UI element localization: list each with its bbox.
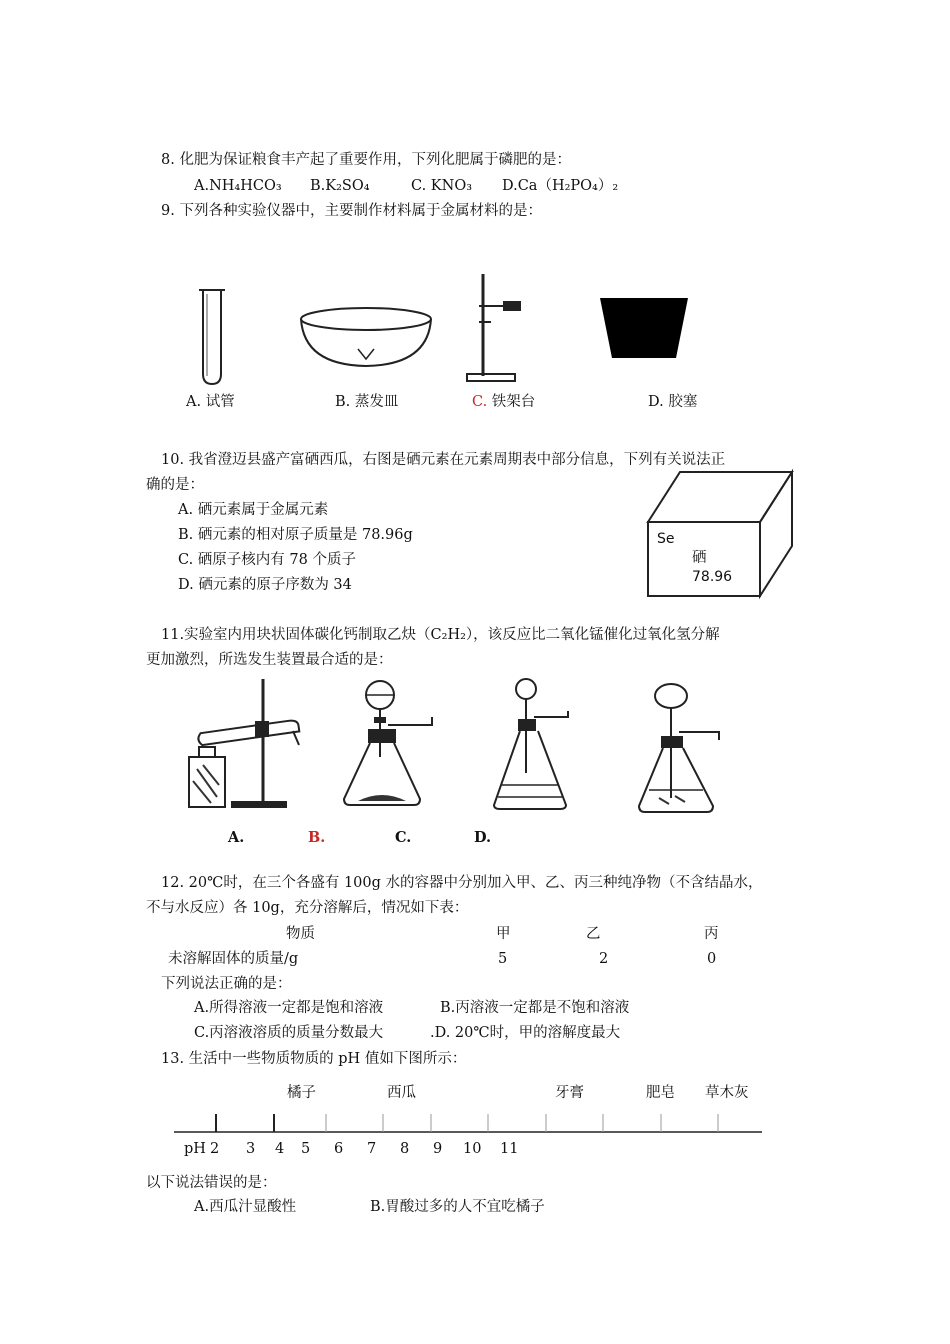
q8-option-d: D.Ca（H₂PO₄）₂ xyxy=(502,178,619,194)
q9-option-c xyxy=(472,394,535,411)
q12-option-b: B.丙溶液一定都是不饱和溶液 xyxy=(440,1000,630,1016)
q13-prompt: 以下说法错误的是： xyxy=(146,1175,277,1191)
ph-substance-toothpaste: 牙膏 xyxy=(555,1085,584,1101)
ph-tick-8: 8 xyxy=(400,1141,410,1157)
ph-tick-5: 5 xyxy=(301,1141,311,1157)
q13-option-a: A.西瓜汁显酸性 xyxy=(194,1199,297,1215)
q10-option-d: D. 硒元素的原子序数为 34 xyxy=(178,577,352,593)
q12-option-a: A.所得溶液一定都是饱和溶液 xyxy=(194,1000,384,1016)
q9-option-b: B. 蒸发皿 xyxy=(335,394,399,410)
q12-table-header-bing: 丙 xyxy=(704,926,719,942)
ph-scale xyxy=(172,1110,767,1140)
q9-option-a: A. 试管 xyxy=(186,394,235,410)
apparatus-b-icon xyxy=(340,677,435,812)
q11-option-b: B. xyxy=(308,829,326,846)
element-atomic-mass: 78.96 xyxy=(692,569,733,585)
evaporating-dish-icon xyxy=(298,305,438,370)
ph-tick-10: 10 xyxy=(463,1141,482,1157)
q9-stem: 9. 下列各种实验仪器中，主要制作材料属于金属材料的是： xyxy=(161,203,542,219)
q10-option-b: B. 硒元素的相对原子质量是 78.96g xyxy=(178,527,413,543)
q9-option-c-letter: C. xyxy=(472,394,488,410)
rubber-stopper-icon xyxy=(598,296,690,362)
apparatus-c-icon xyxy=(490,673,575,813)
q12-option-d: .D. 20℃时，甲的溶解度最大 xyxy=(430,1025,621,1041)
ph-substance-soap: 肥皂 xyxy=(646,1085,675,1101)
q10-stem-line1: 10. 我省澄迈县盛产富硒西瓜，右图是硒元素在元素周期表中部分信息，下列有关说法正 xyxy=(161,452,726,468)
q12-table-value-yi: 2 xyxy=(599,951,609,967)
apparatus-a-icon xyxy=(185,677,305,812)
q11-stem-line1: 11.实验室内用块状固体碳化钙制取乙炔（C₂H₂），该反应比二氧化锰催化过氧化氢分解 xyxy=(161,627,720,643)
iron-stand-icon xyxy=(463,272,528,384)
q8-option-b: B.K₂SO₄ xyxy=(310,178,370,194)
q12-table-header-substance: 物质 xyxy=(286,926,315,942)
ph-tick-9: 9 xyxy=(433,1141,443,1157)
q12-table-value-bing: 0 xyxy=(707,951,717,967)
q12-option-c: C.丙溶液溶质的质量分数最大 xyxy=(194,1025,384,1041)
ph-substance-watermelon: 西瓜 xyxy=(387,1085,416,1101)
q11-option-a: A. xyxy=(228,829,245,846)
q11-stem-line2: 更加激烈，所选发生装置最合适的是： xyxy=(146,652,393,668)
element-symbol: Se xyxy=(657,531,675,547)
q9-option-c-text: 铁架台 xyxy=(487,394,536,410)
q12-stem-line2: 不与水反应）各 10g，充分溶解后，情况如下表： xyxy=(146,900,469,916)
q12-table-header-jia: 甲 xyxy=(496,926,511,942)
q13-option-b: B.胃酸过多的人不宜吃橘子 xyxy=(370,1199,545,1215)
q11-option-c: C. xyxy=(395,829,412,846)
ph-substance-orange: 橘子 xyxy=(287,1085,316,1101)
q12-stem-line1: 12. 20℃时，在三个各盛有 100g 水的容器中分别加入甲、乙、丙三种纯净物（不含结晶水， xyxy=(161,875,763,891)
q10-option-c: C. 硒原子核内有 78 个质子 xyxy=(178,552,356,568)
q8-option-a: A.NH₄HCO₃ xyxy=(194,178,282,194)
ph-tick-7: 7 xyxy=(367,1141,377,1157)
apparatus-d-icon xyxy=(635,680,725,815)
q10-stem-line2: 确的是： xyxy=(146,477,204,493)
ph-axis-label: pH xyxy=(184,1141,206,1157)
ph-substance-plant-ash: 草木灰 xyxy=(705,1085,749,1101)
q12-prompt: 下列说法正确的是： xyxy=(161,976,292,992)
ph-tick-3: 3 xyxy=(246,1141,256,1157)
q11-option-d: D. xyxy=(474,829,492,846)
ph-tick-11: 11 xyxy=(500,1141,519,1157)
test-tube-icon xyxy=(198,288,228,388)
ph-tick-2: 2 xyxy=(210,1141,220,1157)
q10-option-a: A. 硒元素属于金属元素 xyxy=(178,502,329,518)
q8-stem: 8. 化肥为保证粮食丰产起了重要作用，下列化肥属于磷肥的是： xyxy=(161,152,571,168)
ph-tick-4: 4 xyxy=(275,1141,285,1157)
q12-table-value-jia: 5 xyxy=(498,951,508,967)
q13-stem: 13. 生活中一些物质物质的 pH 值如下图所示： xyxy=(161,1051,467,1067)
q8-option-c: C. KNO₃ xyxy=(411,178,473,194)
element-name: 硒 xyxy=(692,550,707,566)
q9-option-d: D. 胶塞 xyxy=(648,394,698,410)
q12-table-row-label: 未溶解固体的质量/g xyxy=(168,951,299,967)
ph-tick-6: 6 xyxy=(334,1141,344,1157)
q12-table-header-yi: 乙 xyxy=(586,926,601,942)
